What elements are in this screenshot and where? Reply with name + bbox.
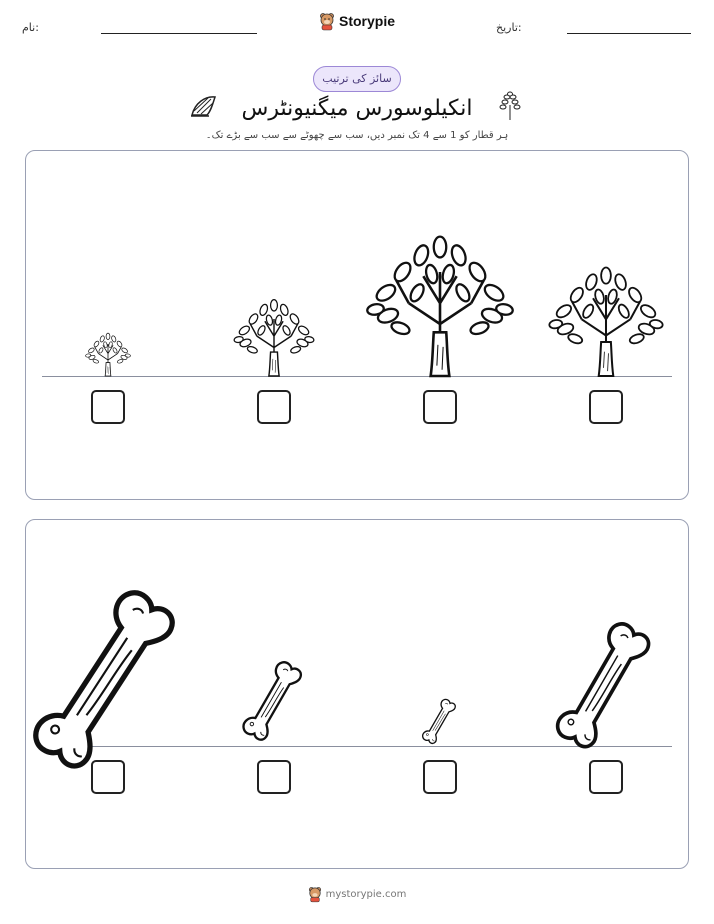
tree-small [234, 300, 315, 376]
name-label: نام: [22, 21, 39, 34]
footer-url[interactable]: mystorypie.com [325, 888, 407, 900]
tree-answer-box-2[interactable] [257, 390, 291, 424]
title-text: انکیلوسورس میگنیونٹرس [241, 96, 473, 121]
date-line[interactable] [567, 33, 691, 34]
tree-smallest [85, 333, 130, 376]
tree-largest [366, 237, 513, 376]
bone-large [553, 619, 652, 750]
bear-mascot-icon [308, 886, 322, 902]
brand-name: Storypie [338, 13, 395, 29]
bear-mascot-icon [319, 12, 335, 30]
brand-logo [0, 12, 714, 34]
bone-medium [241, 659, 304, 742]
bone-answer-box-1[interactable] [91, 760, 125, 794]
bone-answer-box-2[interactable] [257, 760, 291, 794]
tree-answer-box-4[interactable] [589, 390, 623, 424]
bone-largest [29, 586, 178, 772]
instruction-text: ہر قطار کو 1 سے 4 تک نمبر دیں، سب سے چھوٹے سے سب سے بڑے تک۔ [205, 130, 509, 141]
tree-answer-box-1[interactable] [91, 390, 125, 424]
footer [0, 886, 714, 906]
bone-answer-box-3[interactable] [423, 760, 457, 794]
small-tree-icon [497, 91, 523, 121]
date-label: تاریخ: [496, 21, 522, 34]
bone-smallest [421, 698, 457, 745]
bones-row [42, 519, 672, 746]
bones-baseline [42, 746, 672, 747]
tree-answer-box-3[interactable] [423, 390, 457, 424]
trees-row [42, 150, 672, 376]
bone-answer-box-4[interactable] [589, 760, 623, 794]
category-badge: سائز کی ترتیب [313, 66, 401, 92]
worksheet-title [0, 96, 714, 121]
shell-icon [189, 93, 219, 119]
tree-large [549, 267, 664, 376]
trees-baseline [42, 376, 672, 377]
